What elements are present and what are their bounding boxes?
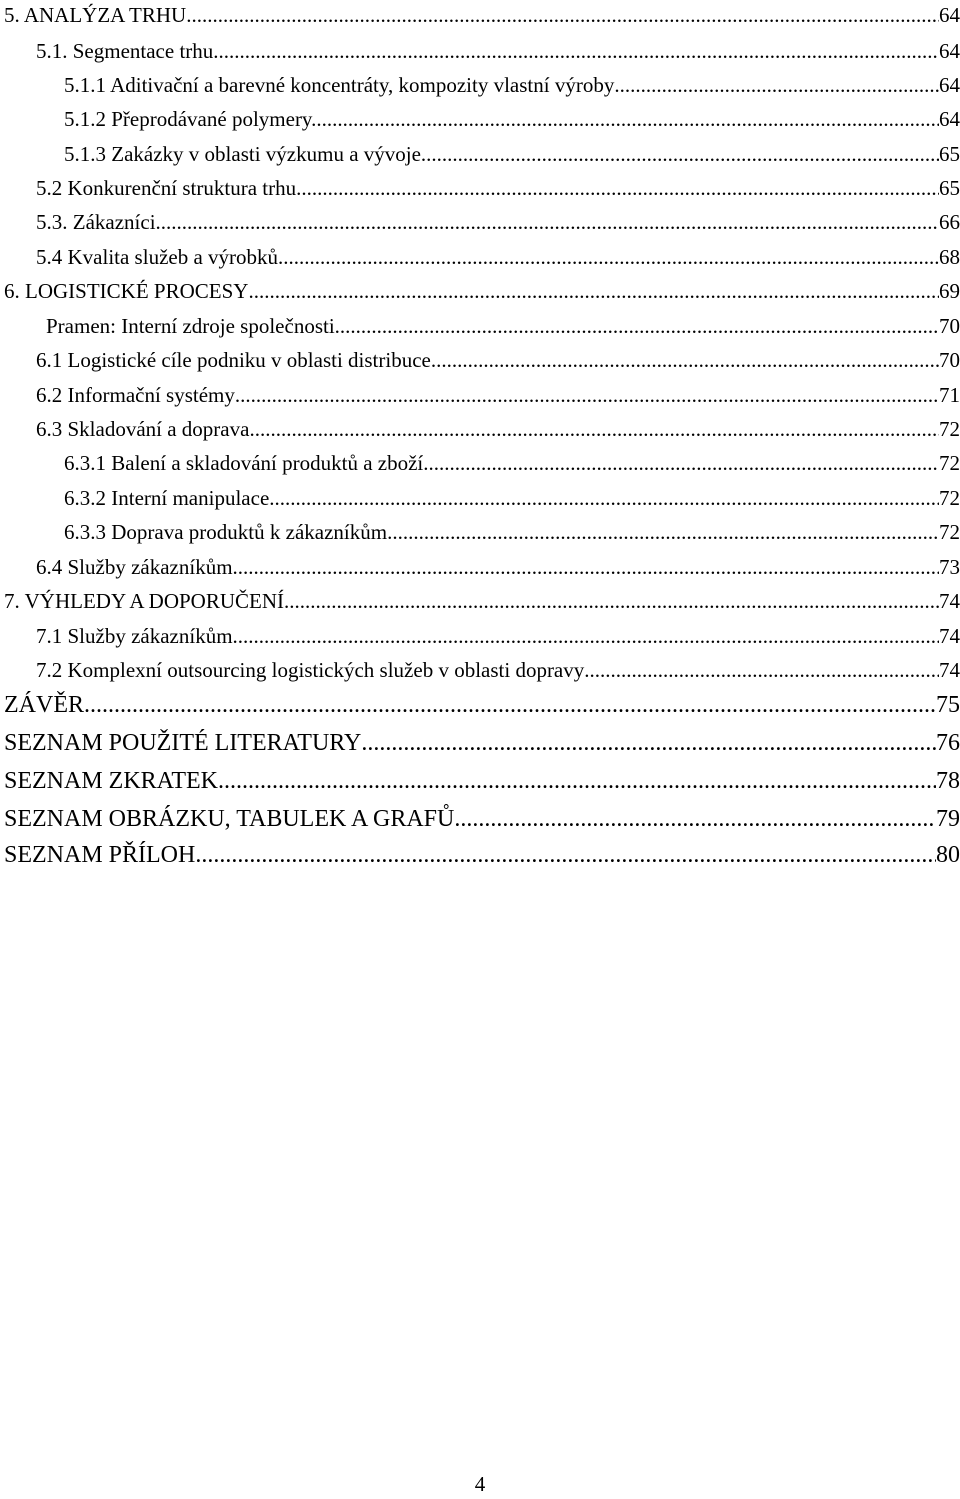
toc-entry-label: 5.1.3 Zakázky v oblasti výzkumu a vývoje	[64, 142, 421, 166]
toc-entry[interactable]	[4, 5, 960, 26]
toc-dot-leader	[278, 247, 939, 268]
toc-entry-page: 69	[939, 279, 960, 303]
toc-entry[interactable]	[36, 178, 960, 199]
toc-entry[interactable]	[4, 731, 960, 755]
toc-dot-leader	[84, 693, 936, 717]
toc-entry-page: 70	[939, 314, 960, 338]
toc-entry-label: 5.4 Kvalita služeb a výrobků	[36, 245, 279, 269]
toc-entry[interactable]	[36, 660, 960, 681]
toc-entry-label: 6.3.3 Doprava produktů k zákazníkům	[64, 520, 388, 544]
toc-entry-page: 64	[939, 3, 960, 27]
toc-entry-page: 74	[939, 624, 960, 648]
toc-entry-label: 6.1 Logistické cíle podniku v oblasti distribuce	[36, 348, 431, 372]
toc-dot-leader	[335, 316, 939, 337]
toc-dot-leader	[316, 109, 939, 130]
toc-entry-page: 70	[939, 348, 960, 372]
toc-entry[interactable]	[36, 247, 960, 268]
toc-entry-label: 5.1.1 Aditivační a barevné koncentráty, kompozity vlastní výroby	[64, 73, 615, 97]
toc-entry-page: 64	[939, 39, 960, 63]
toc-entry-page: 78	[936, 768, 960, 794]
toc-entry[interactable]	[36, 212, 960, 233]
toc-dot-leader	[233, 626, 939, 647]
toc-dot-leader	[421, 144, 939, 165]
toc-entry-label: SEZNAM OBRÁZKU, TABULEK A GRAFŮ	[4, 806, 455, 832]
toc-dot-leader	[387, 522, 939, 543]
toc-entry-page: 72	[939, 520, 960, 544]
toc-entry[interactable]	[4, 807, 960, 831]
toc-entry[interactable]	[64, 488, 960, 509]
toc-entry-page: 75	[936, 692, 960, 718]
toc-entry[interactable]	[4, 693, 960, 717]
toc-entry-page: 74	[939, 589, 960, 613]
toc-entry-page: 74	[939, 658, 960, 682]
toc-entry-label: 6.4 Služby zákazníkům	[36, 555, 233, 579]
toc-entry-label: SEZNAM ZKRATEK	[4, 768, 218, 794]
toc-entry-label: 6.3.1 Balení a skladování produktů a zboží	[64, 451, 424, 475]
toc-entry-label: 7.2 Komplexní outsourcing logistických služeb v oblasti dopravy	[36, 658, 585, 682]
toc-dot-leader	[454, 807, 936, 831]
toc-dot-leader	[195, 843, 936, 867]
toc-entry[interactable]	[46, 316, 960, 337]
toc-entry-label: 6.2 Informační systémy	[36, 383, 235, 407]
page-number: 4	[474, 1472, 486, 1496]
toc-entry[interactable]	[64, 522, 960, 543]
toc-dot-leader	[248, 281, 939, 302]
toc-dot-leader	[431, 350, 939, 371]
toc-entry[interactable]	[4, 591, 960, 612]
toc-dot-leader	[186, 5, 939, 26]
toc-entry-label: 5.1.2 Přeprodávané polymery.	[64, 107, 317, 131]
toc-entry-label: SEZNAM PŘÍLOH	[4, 842, 196, 868]
toc-entry-page: 65	[939, 176, 960, 200]
toc-entry-page: 72	[939, 417, 960, 441]
toc-entry-label: 5.2 Konkurenční struktura trhu	[36, 176, 297, 200]
toc-entry-label: 5.1. Segmentace trhu.	[36, 39, 219, 63]
toc-entry-label: 7. VÝHLEDY A DOPORUČENÍ	[4, 589, 285, 613]
toc-dot-leader	[219, 41, 939, 62]
toc-entry-label: 5.3. Zákazníci	[36, 210, 156, 234]
toc-dot-leader	[423, 453, 939, 474]
toc-entry-page: 72	[939, 451, 960, 475]
toc-entry[interactable]	[64, 109, 960, 130]
toc-dot-leader	[156, 212, 939, 233]
toc-entry-label: 7.1 Služby zákazníkům	[36, 624, 233, 648]
toc-entry-label: Pramen: Interní zdroje společnosti	[46, 314, 335, 338]
toc-entry-page: 80	[936, 842, 960, 868]
toc-entry[interactable]	[4, 281, 960, 302]
toc-entry-page: 73	[939, 555, 960, 579]
toc-entry[interactable]	[4, 769, 960, 793]
toc-entry[interactable]	[64, 453, 960, 474]
toc-entry-page: 64	[939, 73, 960, 97]
toc-entry-page: 79	[936, 806, 960, 832]
toc-entry[interactable]	[36, 41, 960, 62]
toc-dot-leader	[361, 731, 936, 755]
toc-dot-leader	[235, 385, 939, 406]
toc-dot-leader	[218, 769, 936, 793]
toc-entry-page: 76	[936, 730, 960, 756]
toc-entry[interactable]	[36, 626, 960, 647]
toc-entry[interactable]	[64, 75, 960, 96]
toc-dot-leader	[269, 488, 939, 509]
toc-entry-page: 71	[939, 383, 960, 407]
toc-entry[interactable]	[36, 385, 960, 406]
toc-dot-leader	[249, 419, 939, 440]
toc-entry-label: 6.3.2 Interní manipulace	[64, 486, 270, 510]
toc-dot-leader	[284, 591, 939, 612]
toc-entry-label: 6. LOGISTICKÉ PROCESY	[4, 279, 249, 303]
toc-entry[interactable]	[36, 419, 960, 440]
toc-entry-page: 64	[939, 107, 960, 131]
toc-entry-page: 72	[939, 486, 960, 510]
toc-entry[interactable]	[4, 843, 960, 867]
toc-dot-leader	[233, 557, 939, 578]
toc-entry-page: 65	[939, 142, 960, 166]
toc-entry[interactable]	[36, 350, 960, 371]
toc-entry[interactable]	[36, 557, 960, 578]
toc-entry-page: 66	[939, 210, 960, 234]
toc-dot-leader	[296, 178, 939, 199]
toc-entry-label: 6.3 Skladování a doprava	[36, 417, 250, 441]
toc-entry-page: 68	[939, 245, 960, 269]
toc-entry-label: 5. ANALÝZA TRHU	[4, 3, 187, 27]
toc-entry-label: ZÁVĚR	[4, 692, 84, 718]
toc-entry-label: SEZNAM POUŽITÉ LITERATURY	[4, 730, 362, 756]
toc-dot-leader	[614, 75, 939, 96]
toc-entry[interactable]	[64, 144, 960, 165]
toc-dot-leader	[584, 660, 939, 681]
